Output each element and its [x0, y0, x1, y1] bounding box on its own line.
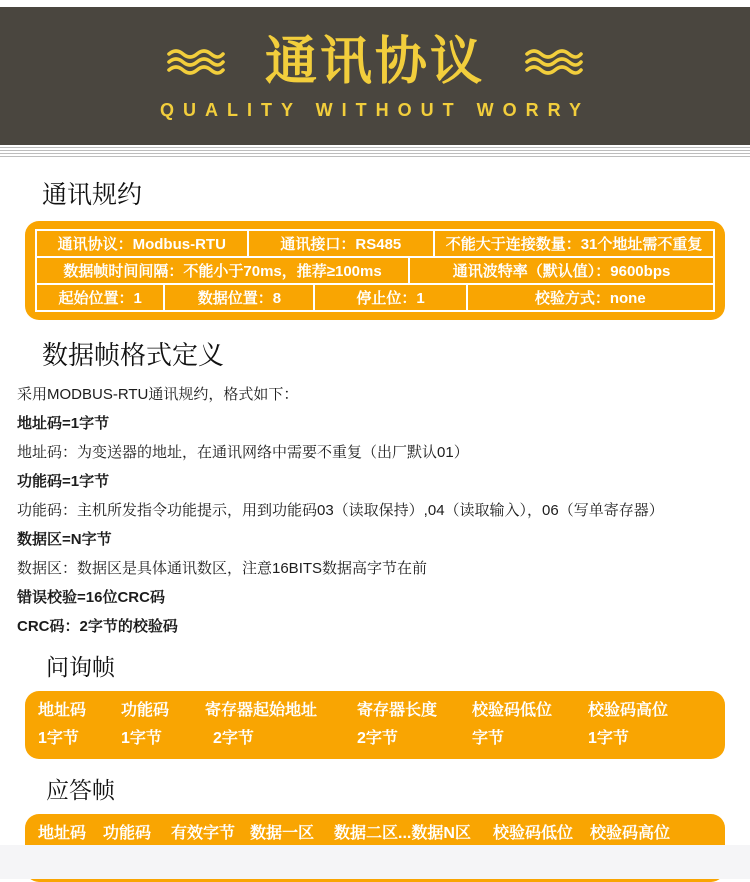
spec-cell-start-bit: 起始位置：1	[58, 290, 142, 307]
query-frame-table	[25, 691, 725, 759]
footer-strip	[0, 845, 750, 879]
frame-col-label: 地址码	[38, 825, 87, 842]
frame-col-bytes: 1字节	[121, 730, 162, 747]
frame-col-label: 功能码	[121, 702, 170, 719]
frame-col-label: 地址码	[38, 702, 87, 719]
frame-col-bytes: 字节	[472, 730, 505, 747]
spec-cell-stop-bit: 停止位：1	[313, 285, 465, 310]
spec-row-3	[37, 283, 713, 310]
frame-col-label: 数据一区	[250, 825, 315, 842]
spec-row-1	[37, 231, 713, 256]
spec-grid	[35, 229, 715, 312]
header-banner	[0, 7, 750, 145]
query-frame-values-row	[38, 729, 717, 748]
frame-col-label: 校验码高位	[588, 702, 669, 719]
section-heading-spec: 通讯规约	[42, 181, 143, 209]
body-line: 数据区=N字节	[17, 531, 112, 548]
spec-table	[25, 221, 725, 320]
wave-left-icon	[167, 49, 225, 75]
body-line: 数据区：数据区是具体通讯数区，注意16BITS数据高字节在前	[17, 560, 428, 577]
body-line: 地址码：为变送器的地址，在通讯网络中需要不重复（出厂默认01）	[17, 444, 469, 461]
spec-cell-frame-interval: 数据帧时间间隔：不能小于70ms，推荐≥100ms	[63, 263, 382, 280]
body-line: 功能码=1字节	[17, 473, 110, 490]
body-line: 地址码=1字节	[17, 415, 110, 432]
page-title: 通讯协议	[264, 32, 485, 91]
spec-cell-parity: 校验方式：none	[466, 285, 713, 310]
section-heading-frame-format: 数据帧格式定义	[42, 340, 225, 370]
frame-col-label: 有效字节	[171, 825, 236, 842]
page-subtitle: QUALITY WITHOUT WORRY	[160, 99, 590, 120]
body-line: 错误校验=16位CRC码	[17, 589, 165, 606]
spec-cell-max-connections: 不能大于连接数量：31个地址需不重复	[433, 231, 713, 256]
frame-format-body	[17, 386, 750, 636]
frame-col-bytes: 2字节	[357, 730, 398, 747]
frame-col-bytes: 1字节	[588, 730, 629, 747]
spec-cell-protocol: 通讯协议：Modbus-RTU	[57, 236, 226, 253]
frame-col-label: 校验码低位	[472, 702, 553, 719]
frame-col-label: 功能码	[103, 825, 152, 842]
frame-col-bytes: 2字节	[213, 730, 254, 747]
body-line: 功能码：主机所发指令功能提示，用到功能码03（读取保持）,04（读取输入），06（写单寄存器）	[17, 502, 664, 519]
body-line: CRC码：2字节的校验码	[17, 618, 178, 635]
section-heading-query-frame: 问询帧	[46, 654, 115, 680]
body-line: 采用MODBUS-RTU通讯规约，格式如下：	[17, 386, 299, 403]
wave-right-icon	[525, 49, 583, 75]
spec-cell-baud-rate: 通讯波特率（默认值）：9600bps	[408, 258, 713, 283]
spec-cell-interface: 通讯接口：RS485	[247, 231, 434, 256]
frame-col-label: 寄存器长度	[357, 702, 438, 719]
hairline-divider	[0, 147, 750, 158]
frame-col-label: 校验码高位	[590, 825, 671, 842]
response-frame-labels-row	[38, 824, 717, 843]
spec-cell-data-bit: 数据位置：8	[163, 285, 313, 310]
frame-col-bytes: 1字节	[38, 730, 79, 747]
frame-col-label: 数据二区...数据N区	[334, 825, 471, 842]
frame-col-label: 校验码低位	[493, 825, 574, 842]
section-heading-response-frame: 应答帧	[46, 777, 115, 803]
query-frame-labels-row	[38, 701, 717, 720]
spec-row-2	[37, 256, 713, 283]
frame-col-label: 寄存器起始地址	[205, 702, 318, 719]
banner-title-row	[167, 32, 583, 91]
